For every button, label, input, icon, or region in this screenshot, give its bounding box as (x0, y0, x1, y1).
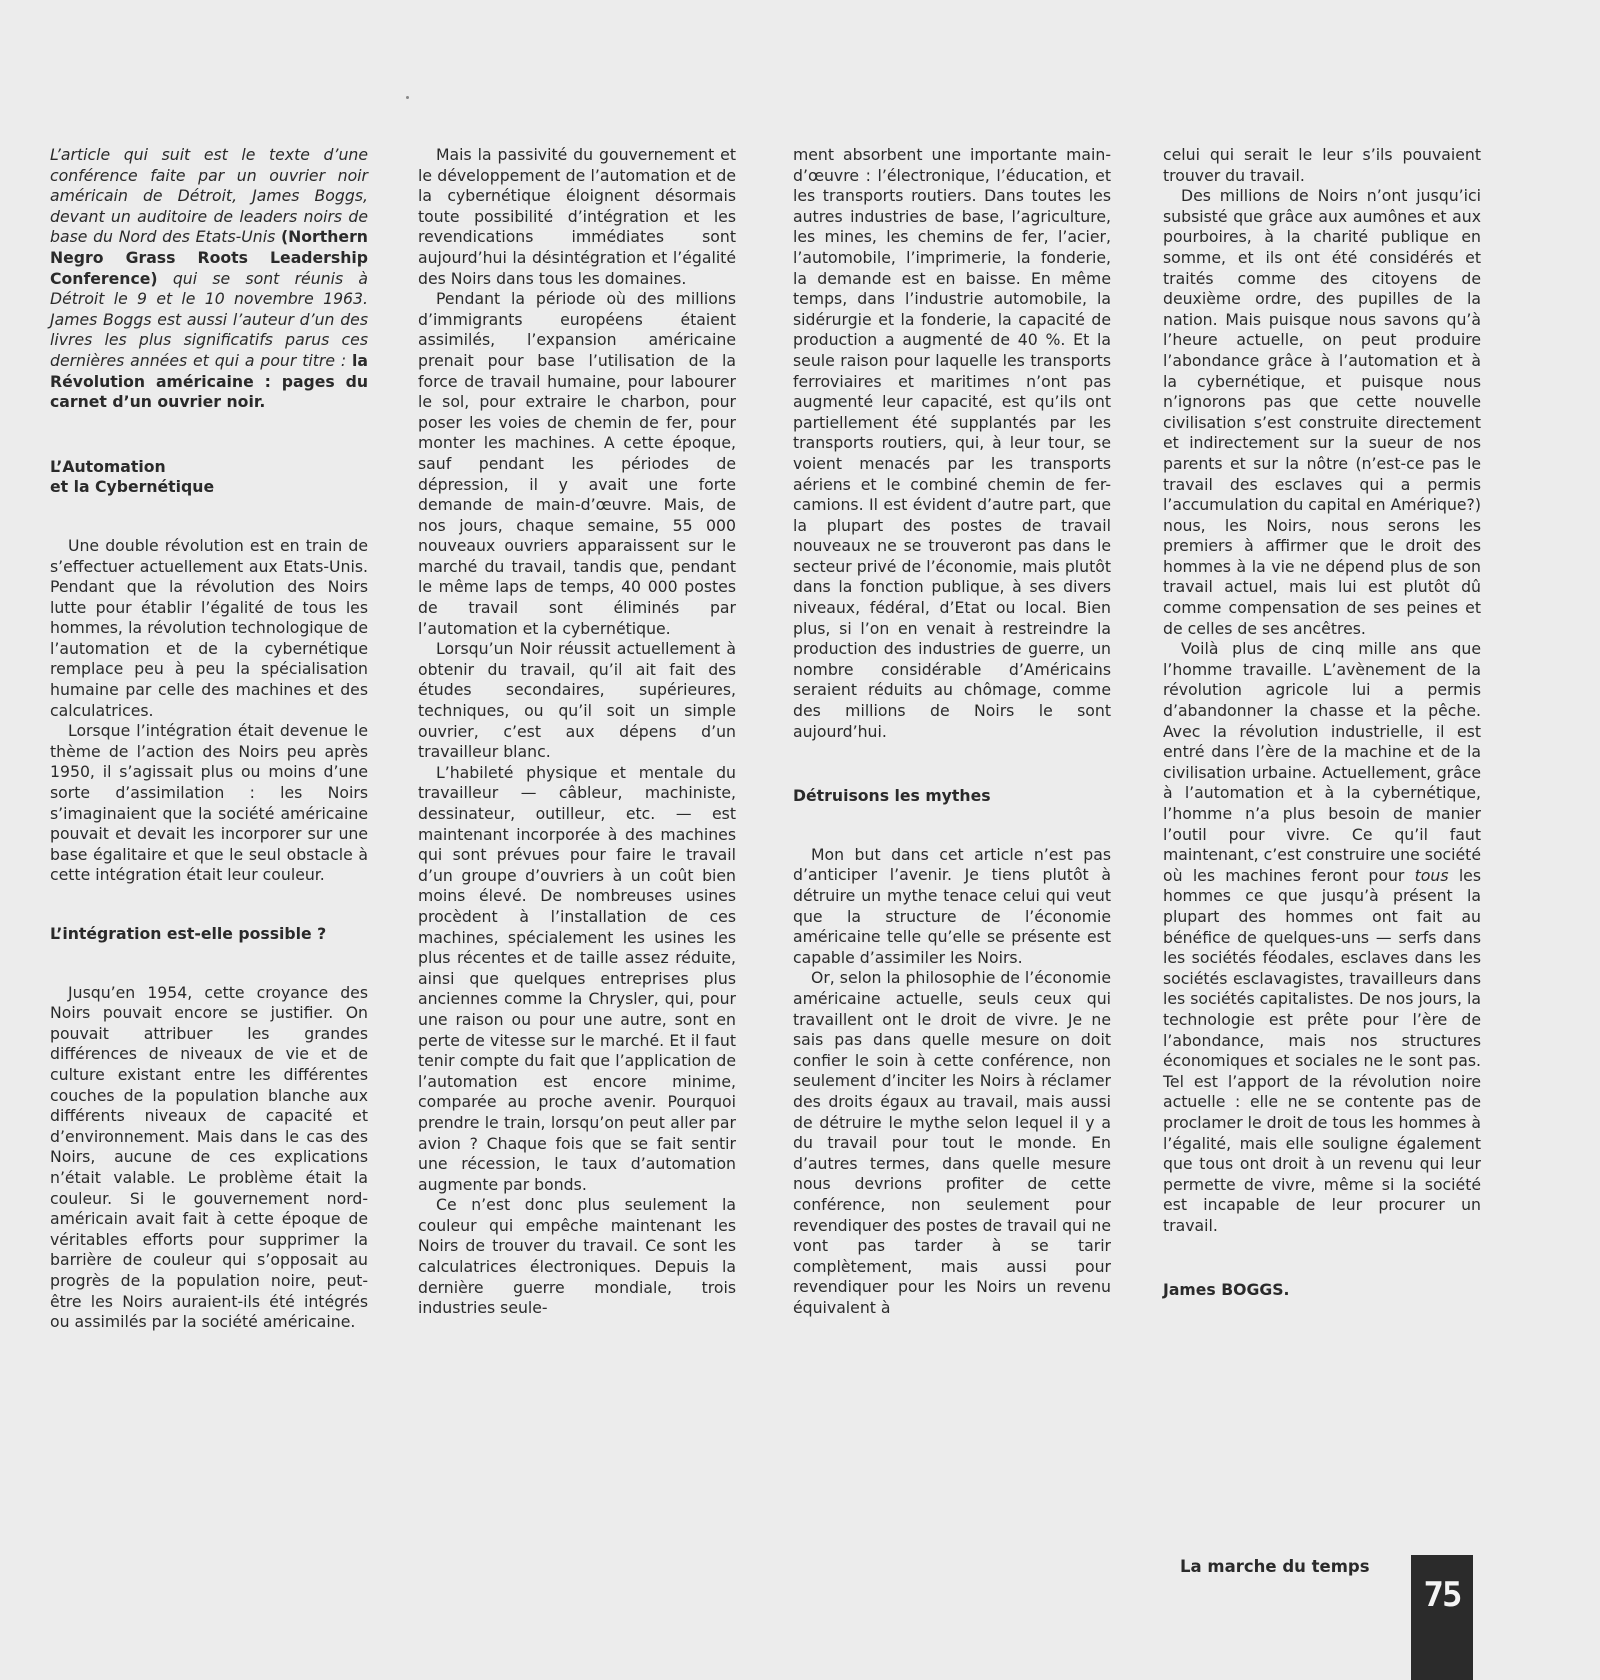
book-title: la Révolution américaine : pages du carnet d’un ouvrier noir. (50, 350, 368, 412)
paragraph: Lorsqu’un Noir réussit actuellement à obtenir du travail, qu’il ait fait des études secondaires, supérieures, techniques, ou qu’il soit un simple ouvrier, c’est aux dépens d’un travailleur blanc. (418, 639, 736, 762)
column-4 (1163, 145, 1481, 1301)
conference-name: (Northern Negro Grass Roots Leadership Conference) (50, 227, 368, 288)
intro-text-cont: qui se sont réunis à Détroit le 9 et le 10 novembre 1963. James Boggs est aussi l’auteur d’un des livres les plus significatifs parus ces dernières années et qui a pour titre : (50, 268, 368, 370)
print-speck (406, 96, 409, 99)
author-signature: James BOGGS. (1163, 1280, 1290, 1300)
emphasis: tous (1414, 865, 1449, 885)
intro-text: L’article qui suit est le texte d’une conférence faite par un ouvrier noir américain de Détroit, James Boggs, devant un auditoire de leaders noirs de base du Nord des Etats-Unis (50, 145, 368, 247)
page-number: 75 (1411, 1555, 1473, 1680)
column-2 (418, 145, 736, 1319)
paragraph: Mais la passivité du gouvernement et le développement de l’automation et de la cybernétique éloignent désormais toute possibilité d’intégration et les revendications immédiates sont aujourd’hui la désintégration et l’égalité des Noirs dans tous les domaines. (418, 145, 736, 288)
paragraph: Lorsque l’intégration était devenue le thème de l’action des Noirs peu après 1950, il s’agissait plus ou moins d’une sorte d’assimilation : les Noirs s’imaginaient que la société américaine pouvait et devait les incorporer sur une base égalitaire et que le seul obstacle à cette intégration était leur couleur. (50, 721, 368, 885)
paragraph: Ce n’est donc plus seulement la couleur qui empêche maintenant les Noirs de trouver du travail. Ce sont les calculatrices électroniques. Depuis la dernière guerre mondiale, trois industries seule- (418, 1195, 736, 1318)
section-heading-automation (50, 457, 368, 498)
column-3 (793, 145, 1111, 1318)
paragraph: ment absorbent une importante main-d’œuvre : l’électronique, l’éducation, et les transports routiers. Dans toutes les autres industries de base, l’agriculture, les mines, les chemins de fer, l’acier, l’automobile, l’imprimerie, la fonderie, la demande est en baisse. En même temps, dans l’industrie automobile, la sidérurgie et la fonderie, la capacité de production a augmenté de 40 %. Et la seule raison pour laquelle les transports ferroviaires et maritimes n’ont pas augmenté leur capacité, est qu’ils ont partiellement été supplantés par les transports routiers, qui, à leur tour, se voient menacés par les transports aériens et le combiné chemin de fer-camions. Il est évident d’autre part, que la plupart des postes de travail nouveaux ne se trouveront pas dans le secteur privé de l’économie, mais plutôt dans la fonction publique, à ses divers niveaux, fédéral, d’Etat ou local. Bien plus, si l’on en venait à restreindre la production des industries de guerre, un nombre considérable d’Américains seraient réduits au chômage, comme des millions de Noirs le sont aujourd’hui. (793, 145, 1111, 741)
paragraph-text: Voilà plus de cinq mille ans que l’homme travaille. L’avènement de la révolution agricole lui a permis d’abandonner la chasse et la pêche. Avec la révolution industrielle, il est entré dans l’ère de la machine et de la civilisation urbaine. Actuellement, grâce à l’automation et à la cybernétique, l’homme n’a plus besoin de manier l’outil pour vivre. Ce qu’il faut maintenant, c’est construire une société où les machines feront pour (1163, 639, 1481, 885)
section-heading-myths: Détruisons les mythes (793, 786, 991, 806)
heading-line-1: L’Automation (50, 456, 166, 476)
paragraph (1163, 639, 1481, 1236)
running-footer: La marche du temps (1180, 1557, 1370, 1576)
paragraph: Or, selon la philosophie de l’économie américaine actuelle, seuls ceux qui travaillent ont le droit de vivre. Je ne sais pas dans quelle mesure on doit confier le soin à cette conférence, non seulement d’inciter les Noirs à réclamer des droits égaux au travail, mais aussi de détruire le mythe selon lequel il y a du travail pour tout le monde. En d’autres termes, dans quelle mesure nous devrions profiter de cette conférence, non seulement pour revendiquer des postes de travail qui ne vont pas tarder à se tarir complètement, mais aussi pour revendiquer pour les Noirs un revenu équivalent à (793, 968, 1111, 1317)
column-1 (50, 145, 368, 1333)
paragraph: L’habileté physique et mentale du travailleur — câbleur, machiniste, dessinateur, outilleur, etc. — est maintenant incorporée à des machines qui sont prévues pour faire le travail d’un groupe d’ouvriers à un coût bien moins élevé. De nombreuses usines procèdent à l’installation de ces machines, spécialement les usines les plus récentes et de taille assez réduite, ainsi que quelques entreprises plus anciennes comme la Chrysler, qui, pour une raison ou pour une autre, sont en perte de vitesse sur le marché. Et il faut tenir compte du fait que l’application de l’automation est encore minime, comparée au proche avenir. Pourquoi prendre le train, lorsqu’on peut aller par avion ? Chaque fois que se fait sentir une récession, le taux d’automation augmente par bonds. (418, 762, 736, 1194)
paragraph-text-cont: les hommes ce que jusqu’à présent la plupart des hommes ont fait au bénéfice de quelques-uns — serfs dans les sociétés féodales, esclaves dans les sociétés esclavagistes, travailleurs dans les sociétés capitalistes. De nos jours, la technologie est prête pour l’ère de l’abondance, mais nos structures économiques et sociales ne le sont pas. Tel est l’apport de la révolution noire actuelle : elle ne se contente pas de proclamer le droit de tous les hommes à l’égalité, mais elle souligne également que tous ont droit à un revenu qui leur permette de vivre, même si la société est incapable de leur procurer un travail. (1163, 865, 1481, 1235)
heading-line-2: et la Cybernétique (50, 477, 215, 497)
paragraph: Une double révolution est en train de s’effectuer actuellement aux Etats-Unis. Pendant que la révolution des Noirs lutte pour établir l’égalité de tous les hommes, la révolution technologique de l’automation et de la cybernétique remplace peu à peu la spécialisation humaine par celle des machines et des calculatrices. (50, 535, 368, 720)
paragraph: Pendant la période où des millions d’immigrants européens étaient assimilés, l’expansion américaine prenait pour base l’utilisation de la force de travail humaine, pour labourer le sol, pour extraire le charbon, pour poser les voies de chemin de fer, pour monter les machines. A cette époque, sauf pendant les périodes de dépression, il y avait une forte demande de main-d’œuvre. Mais, de nos jours, chaque semaine, 55 000 nouveaux ouvriers apparaissent sur le marché du travail, tandis que, pendant le même laps de temps, 40 000 postes de travail sont éliminés par l’automation et la cybernétique. (418, 289, 736, 638)
paragraph: Des millions de Noirs n’ont jusqu’ici subsisté que grâce aux aumônes et aux pourboires, à la charité publique en somme, et ils ont été considérés et traités comme des citoyens de deuxième ordre, des pupilles de la nation. Mais puisque nous savons qu’à l’heure actuelle, on peut produire l’abondance grâce à l’automation et à la cybernétique, et puisque nous n’ignorons pas que cette nouvelle civilisation s’est construite directement et indirectement sur la sueur de nos parents et sur la nôtre (n’est-ce pas le travail des esclaves qui a permis l’accumulation du capital en Amérique?) nous, les Noirs, nous serons les premiers à affirmer que le droit des hommes à la vie ne dépend plus de son travail actuel, mais lui est plutôt dû comme compensation de ses peines et de celles de ses ancêtres. (1163, 186, 1481, 638)
section-heading-integration: L’intégration est-elle possible ? (50, 924, 327, 943)
intro-paragraph (50, 145, 368, 413)
paragraph: Jusqu’en 1954, cette croyance des Noirs pouvait encore se justifier. On pouvait attribuer les grandes différences de niveaux de vie et de culture existant entre les différentes couches de la population blanche aux différents niveaux de capacité et d’environnement. Mais dans le cas des Noirs, aucune de ces explications n’était valable. Le problème était la couleur. Si le gouvernement nord-américain avait fait à cette époque de véritables efforts pour supprimer la barrière de couleur qui s’opposait au progrès de la population noire, peut-être les Noirs auraient-ils été intégrés ou assimilés par la société américaine. (50, 982, 368, 1332)
paragraph: Mon but dans cet article n’est pas d’anticiper l’avenir. Je tiens plutôt à détruire un mythe tenace celui qui veut que la structure de l’économie américaine telle qu’elle se présente est capable d’assimiler les Noirs. (793, 844, 1111, 967)
paragraph: celui qui serait le leur s’ils pouvaient trouver du travail. (1163, 145, 1481, 185)
